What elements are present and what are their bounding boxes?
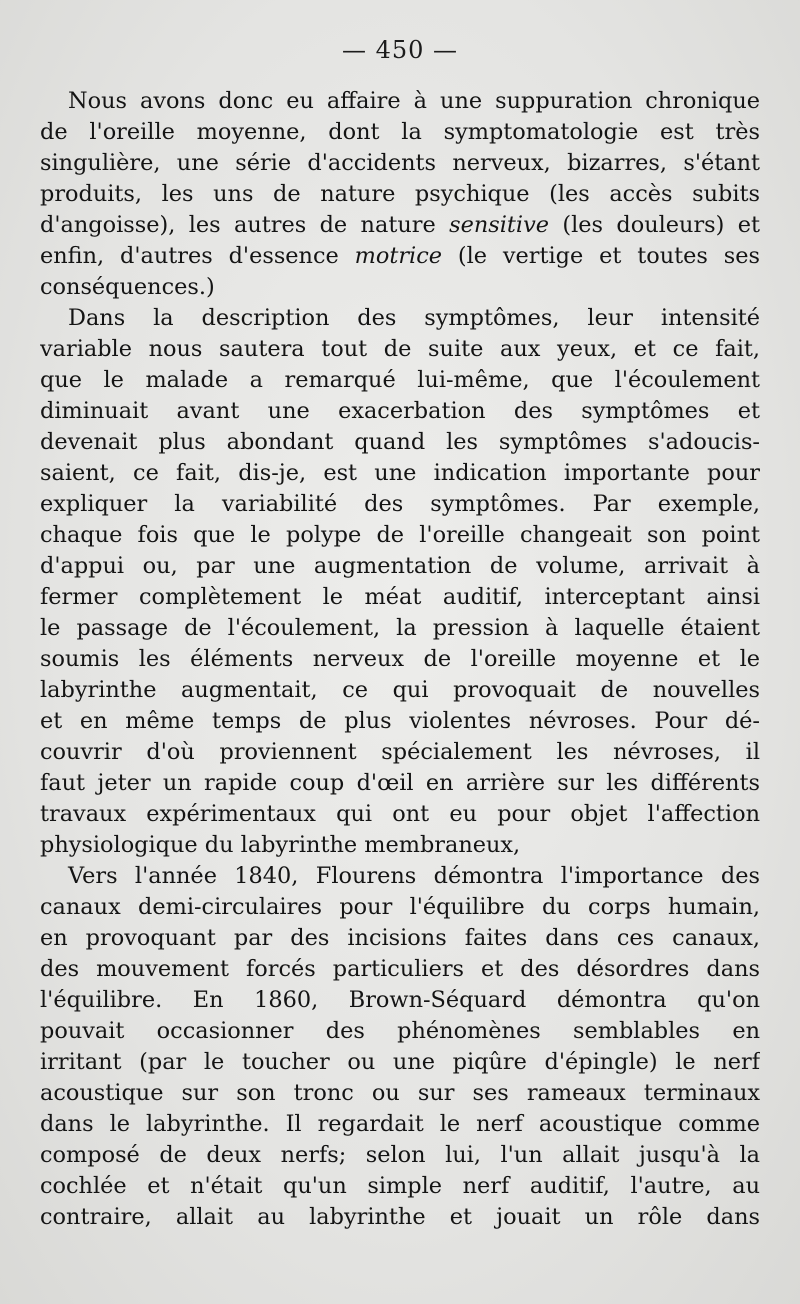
text-line: canaux demi-circulaires pour l'équilibre du corps humain, [40, 894, 760, 920]
text-line [40, 210, 760, 241]
text-line: contraire, allait au labyrinthe et jouait un rôle dans [40, 1204, 760, 1230]
text-segment: (le vertige et toutes ses [442, 243, 760, 269]
text-line: pouvait occasionner des phénomènes semblables en [40, 1018, 760, 1044]
text-line: des mouvement forcés particuliers et des désordres dans [40, 956, 760, 982]
text-line: de l'oreille moyenne, dont la symptomatologie est très [40, 119, 760, 145]
page-number: — 450 — [341, 36, 459, 64]
text-line: composé de deux nerfs; selon lui, l'un allait jusqu'à la [40, 1142, 760, 1168]
text-line: acoustique sur son tronc ou sur ses rameaux terminaux [40, 1080, 760, 1106]
text-line: que le malade a remarqué lui-même, que l'écoulement [40, 367, 760, 393]
text-line [40, 241, 760, 272]
body-text [40, 86, 760, 1233]
emphasis-word: sensitive [449, 212, 549, 238]
text-line: faut jeter un rapide coup d'œil en arrière sur les différents [40, 770, 760, 796]
text-line: physiologique du labyrinthe membraneux, [40, 832, 521, 858]
text-line: chaque fois que le polype de l'oreille changeait son point [40, 522, 760, 548]
text-line: travaux expérimentaux qui ont eu pour objet l'affection [40, 801, 760, 827]
text-segment: enfin, d'autres d'essence [40, 243, 355, 269]
text-line: saient, ce fait, dis-je, est une indication importante pour [40, 460, 760, 486]
text-line: conséquences.) [40, 274, 215, 300]
text-line: labyrinthe augmentait, ce qui provoquait de nouvelles [40, 677, 760, 703]
text-line: expliquer la variabilité des symptômes. Par exemple, [40, 491, 760, 517]
text-line: Vers l'année 1840, Flourens démontra l'importance des [68, 863, 760, 889]
text-line: l'équilibre. En 1860, Brown-Séquard démontra qu'on [40, 987, 760, 1013]
emphasis-word: motrice [354, 243, 443, 269]
text-line: singulière, une série d'accidents nerveux, bizarres, s'étant [40, 150, 760, 176]
text-line: en provoquant par des incisions faites dans ces canaux, [40, 925, 760, 951]
text-line: Nous avons donc eu affaire à une suppuration chronique [68, 88, 760, 114]
text-line: Dans la description des symptômes, leur intensité [68, 305, 760, 331]
text-line: diminuait avant une exacerbation des symptômes et [40, 398, 760, 424]
text-line: produits, les uns de nature psychique (les accès subits [40, 181, 760, 207]
text-line: soumis les éléments nerveux de l'oreille moyenne et le [40, 646, 760, 672]
text-line: d'appui ou, par une augmentation de volume, arrivait à [40, 553, 760, 579]
text-line: variable nous sautera tout de suite aux yeux, et ce fait, [40, 336, 760, 362]
text-line: le passage de l'écoulement, la pression à laquelle étaient [40, 615, 760, 641]
text-line: devenait plus abondant quand les symptômes s'adoucis- [40, 429, 760, 455]
text-line: fermer complètement le méat auditif, interceptant ainsi [40, 584, 760, 610]
text-line: cochlée et n'était qu'un simple nerf auditif, l'autre, au [40, 1173, 760, 1199]
text-line: irritant (par le toucher ou une piqûre d'épingle) le nerf [40, 1049, 760, 1075]
text-segment: (les douleurs) et [548, 212, 760, 238]
text-line: et en même temps de plus violentes névroses. Pour dé- [40, 708, 760, 734]
text-segment: d'angoisse), les autres de nature [40, 212, 450, 238]
text-line: dans le labyrinthe. Il regardait le nerf acoustique comme [40, 1111, 760, 1137]
text-line: couvrir d'où proviennent spécialement les névroses, il [40, 739, 760, 765]
